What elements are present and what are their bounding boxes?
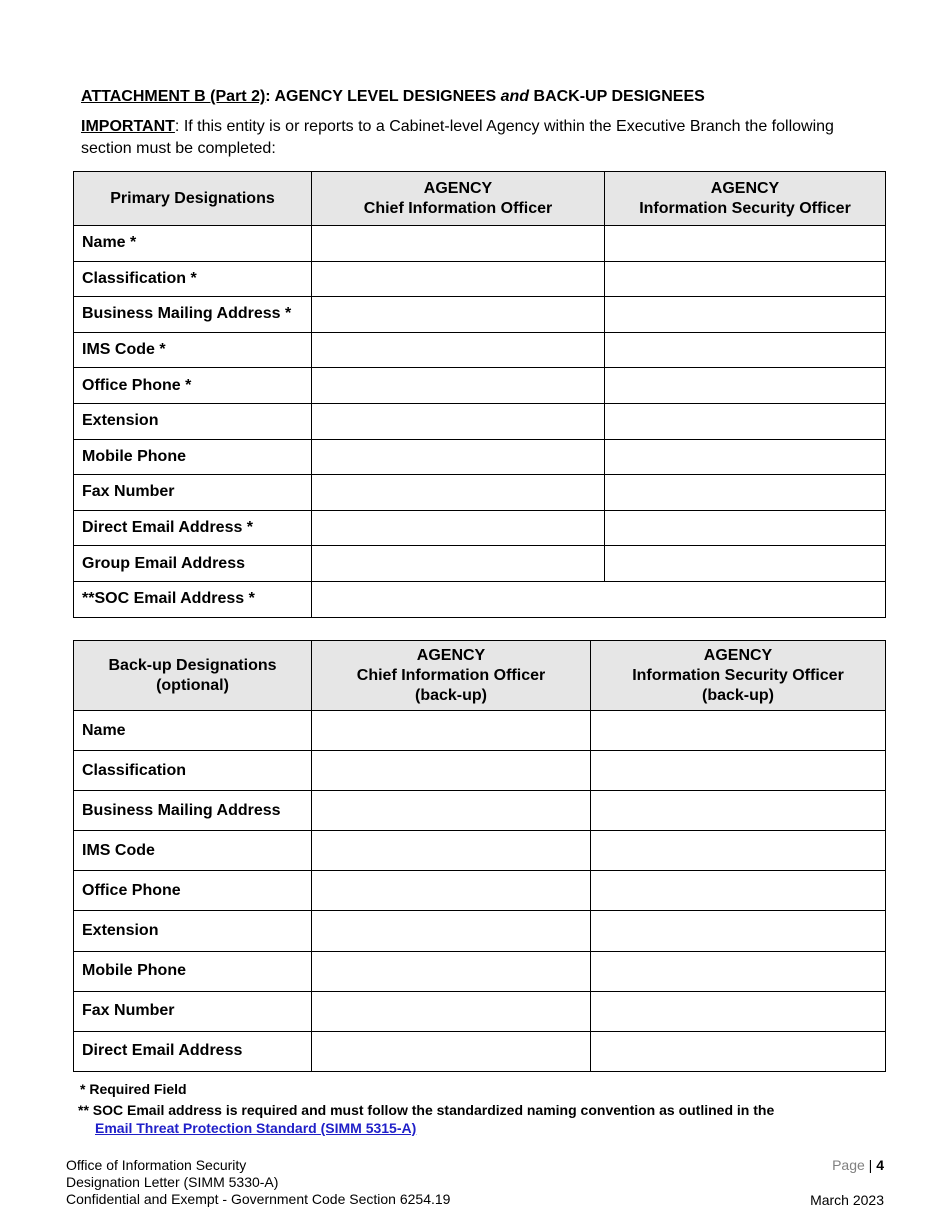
table-row xyxy=(74,439,886,475)
iso-classification-field[interactable] xyxy=(605,261,886,297)
iso-office-phone-field[interactable] xyxy=(605,368,886,404)
row-label: Direct Email Address xyxy=(74,1031,312,1071)
row-label: Name xyxy=(74,711,312,751)
email-threat-protection-link[interactable]: Email Threat Protection Standard (SIMM 5315-A) xyxy=(95,1120,417,1136)
table-row xyxy=(74,332,886,368)
table-row xyxy=(74,1031,886,1071)
backup-cio-email-field[interactable] xyxy=(312,1031,591,1071)
row-label: IMS Code xyxy=(74,831,312,871)
backup-iso-office-phone-field[interactable] xyxy=(591,871,886,911)
backup-cio-office-phone-field[interactable] xyxy=(312,871,591,911)
backup-cio-address-field[interactable] xyxy=(312,791,591,831)
table-row xyxy=(74,546,886,582)
page-number: 4 xyxy=(876,1157,884,1173)
row-label: Office Phone xyxy=(74,871,312,911)
agency-iso-backup-header: AGENCY Information Security Officer (back-up) xyxy=(591,641,886,711)
iso-email-field[interactable] xyxy=(605,510,886,546)
row-label: Direct Email Address * xyxy=(74,510,312,546)
row-label: IMS Code * xyxy=(74,332,312,368)
cio-name-field[interactable] xyxy=(312,226,605,262)
backup-cio-name-field[interactable] xyxy=(312,711,591,751)
cio-extension-field[interactable] xyxy=(312,403,605,439)
soc-email-note-text: ** SOC Email address is required and must follow the standardized naming convention as outlined in the xyxy=(78,1102,775,1118)
heading-and: and xyxy=(500,88,530,105)
table-row xyxy=(74,226,886,262)
table-row xyxy=(74,991,886,1031)
table-row xyxy=(74,297,886,333)
backup-header-row xyxy=(74,641,886,711)
backup-cio-ims-field[interactable] xyxy=(312,831,591,871)
backup-cio-extension-field[interactable] xyxy=(312,911,591,951)
intro-paragraph xyxy=(81,116,886,160)
row-label: Classification * xyxy=(74,261,312,297)
backup-cio-mobile-field[interactable] xyxy=(312,951,591,991)
footer-left xyxy=(66,1157,450,1208)
intro-text: : If this entity is or reports to a Cabinet-level Agency within the Executive Branch the following section must be completed: xyxy=(81,118,834,157)
table-row xyxy=(74,791,886,831)
primary-designations-table xyxy=(73,171,886,618)
iso-name-field[interactable] xyxy=(605,226,886,262)
table-row xyxy=(74,711,886,751)
table-row xyxy=(74,475,886,511)
table-row xyxy=(74,831,886,871)
row-label: Mobile Phone xyxy=(74,439,312,475)
cio-email-field[interactable] xyxy=(312,510,605,546)
cio-classification-field[interactable] xyxy=(312,261,605,297)
required-field-note: * Required Field xyxy=(80,1081,187,1097)
heading-title: : AGENCY LEVEL DESIGNEES xyxy=(265,88,501,105)
table-row xyxy=(74,951,886,991)
table-row xyxy=(74,871,886,911)
agency-iso-header: AGENCY Information Security Officer xyxy=(605,172,886,226)
table-row xyxy=(74,751,886,791)
attachment-heading xyxy=(81,88,705,106)
footer-office: Office of Information Security xyxy=(66,1157,247,1173)
cio-ims-field[interactable] xyxy=(312,332,605,368)
backup-iso-extension-field[interactable] xyxy=(591,911,886,951)
cio-fax-field[interactable] xyxy=(312,475,605,511)
heading-title-end: BACK-UP DESIGNEES xyxy=(529,88,705,105)
iso-fax-field[interactable] xyxy=(605,475,886,511)
row-label: Business Mailing Address xyxy=(74,791,312,831)
row-label: Extension xyxy=(74,403,312,439)
page-indicator xyxy=(832,1157,884,1174)
backup-iso-address-field[interactable] xyxy=(591,791,886,831)
row-label: Fax Number xyxy=(74,991,312,1031)
iso-mobile-field[interactable] xyxy=(605,439,886,475)
cio-office-phone-field[interactable] xyxy=(312,368,605,404)
cio-address-field[interactable] xyxy=(312,297,605,333)
backup-designations-header: Back-up Designations (optional) xyxy=(74,641,312,711)
table-row xyxy=(74,581,886,617)
table-row xyxy=(74,368,886,404)
row-label: Mobile Phone xyxy=(74,951,312,991)
backup-iso-email-field[interactable] xyxy=(591,1031,886,1071)
table-row xyxy=(74,911,886,951)
important-label: IMPORTANT xyxy=(81,118,175,135)
primary-designations-header: Primary Designations xyxy=(74,172,312,226)
agency-cio-backup-header: AGENCY Chief Information Officer (back-up) xyxy=(312,641,591,711)
row-label: Extension xyxy=(74,911,312,951)
row-label: Classification xyxy=(74,751,312,791)
cio-group-email-field[interactable] xyxy=(312,546,605,582)
table-row xyxy=(74,403,886,439)
table-row xyxy=(74,510,886,546)
footer-confidential: Confidential and Exempt - Government Code Section 6254.19 xyxy=(66,1191,451,1207)
backup-iso-fax-field[interactable] xyxy=(591,991,886,1031)
row-label: Name * xyxy=(74,226,312,262)
backup-iso-name-field[interactable] xyxy=(591,711,886,751)
footer-document: Designation Letter (SIMM 5330-A) xyxy=(66,1174,279,1190)
iso-ims-field[interactable] xyxy=(605,332,886,368)
iso-address-field[interactable] xyxy=(605,297,886,333)
row-label: **SOC Email Address * xyxy=(74,581,312,617)
iso-group-email-field[interactable] xyxy=(605,546,886,582)
backup-cio-fax-field[interactable] xyxy=(312,991,591,1031)
agency-cio-header: AGENCY Chief Information Officer xyxy=(312,172,605,226)
row-label: Fax Number xyxy=(74,475,312,511)
soc-email-note xyxy=(78,1101,878,1137)
backup-iso-classification-field[interactable] xyxy=(591,751,886,791)
cio-mobile-field[interactable] xyxy=(312,439,605,475)
row-label: Group Email Address xyxy=(74,546,312,582)
page-separator: | xyxy=(864,1157,877,1173)
heading-attachment-label: ATTACHMENT B (Part 2) xyxy=(81,88,266,105)
soc-email-field[interactable] xyxy=(312,581,886,617)
backup-iso-mobile-field[interactable] xyxy=(591,951,886,991)
backup-cio-classification-field[interactable] xyxy=(312,751,591,791)
page-label: Page xyxy=(832,1157,865,1173)
table-row xyxy=(74,261,886,297)
footer-date: March 2023 xyxy=(810,1192,884,1208)
primary-header-row xyxy=(74,172,886,226)
row-label: Office Phone * xyxy=(74,368,312,404)
iso-extension-field[interactable] xyxy=(605,403,886,439)
row-label: Business Mailing Address * xyxy=(74,297,312,333)
backup-iso-ims-field[interactable] xyxy=(591,831,886,871)
backup-designations-table xyxy=(73,640,886,1072)
